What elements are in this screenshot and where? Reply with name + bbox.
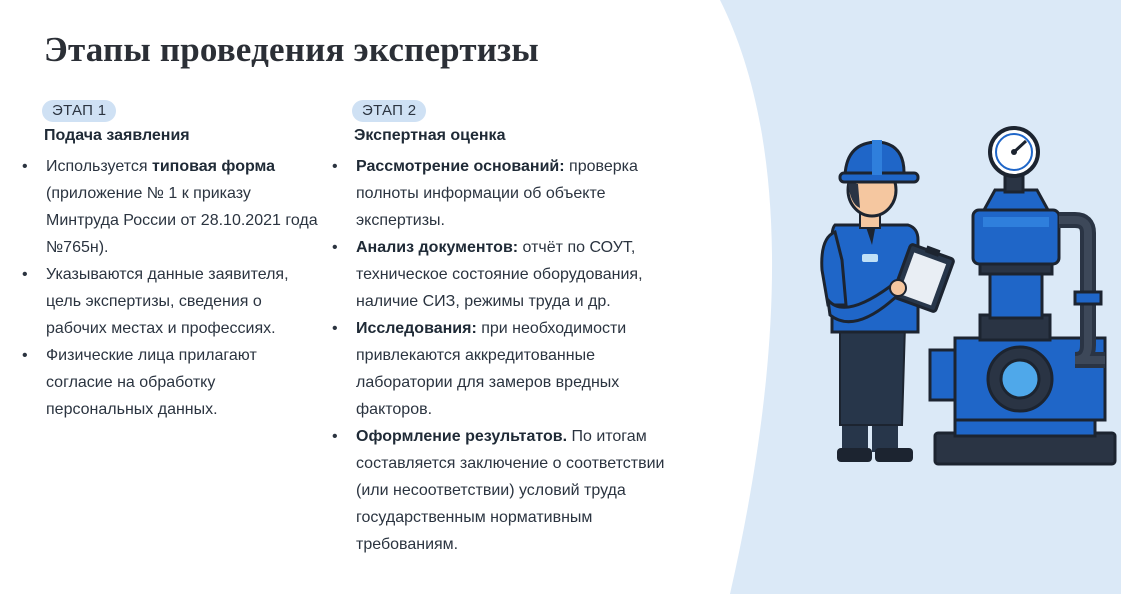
list-item: • Анализ документов: отчёт по СОУТ, техническое состояние оборудования, наличие СИЗ, режимы труда и др. xyxy=(330,234,670,315)
worker-equipment-illustration xyxy=(820,120,1120,470)
pressure-gauge-icon xyxy=(990,128,1038,176)
stage-1-badge: ЭТАП 1 xyxy=(42,100,116,122)
worker-with-clipboard-icon xyxy=(822,140,954,462)
stage-2-title: Экспертная оценка xyxy=(354,127,506,144)
stage-1-title: Подача заявления xyxy=(44,127,190,144)
page-title: Этапы проведения экспертизы xyxy=(44,30,539,69)
stage-2 xyxy=(330,100,670,558)
stage-1-list xyxy=(20,153,320,423)
stage-2-list xyxy=(330,153,670,558)
list-item: • Физические лица прилагают согласие на обработку персональных данных. xyxy=(20,342,320,423)
list-item: • Исследования: при необходимости привлекаются аккредитованные лаборатории для замеров вредных факторов. xyxy=(330,315,670,423)
list-item: • Оформление результатов. По итогам составляется заключение о соответствии (или несоответствии) условий труда государственным нормативным требованиям. xyxy=(330,423,670,558)
stage-1 xyxy=(20,100,320,423)
list-item: • Рассмотрение оснований: проверка полноты информации об объекте экспертизы. xyxy=(330,153,670,234)
stage-2-badge: ЭТАП 2 xyxy=(352,100,426,122)
list-item: • Используется типовая форма (приложение № 1 к приказу Минтруда России от 28.10.2021 года №765н). xyxy=(20,153,320,261)
pump-equipment-icon xyxy=(930,170,1115,464)
list-item: • Указываются данные заявителя, цель экспертизы, сведения о рабочих местах и профессиях. xyxy=(20,261,320,342)
